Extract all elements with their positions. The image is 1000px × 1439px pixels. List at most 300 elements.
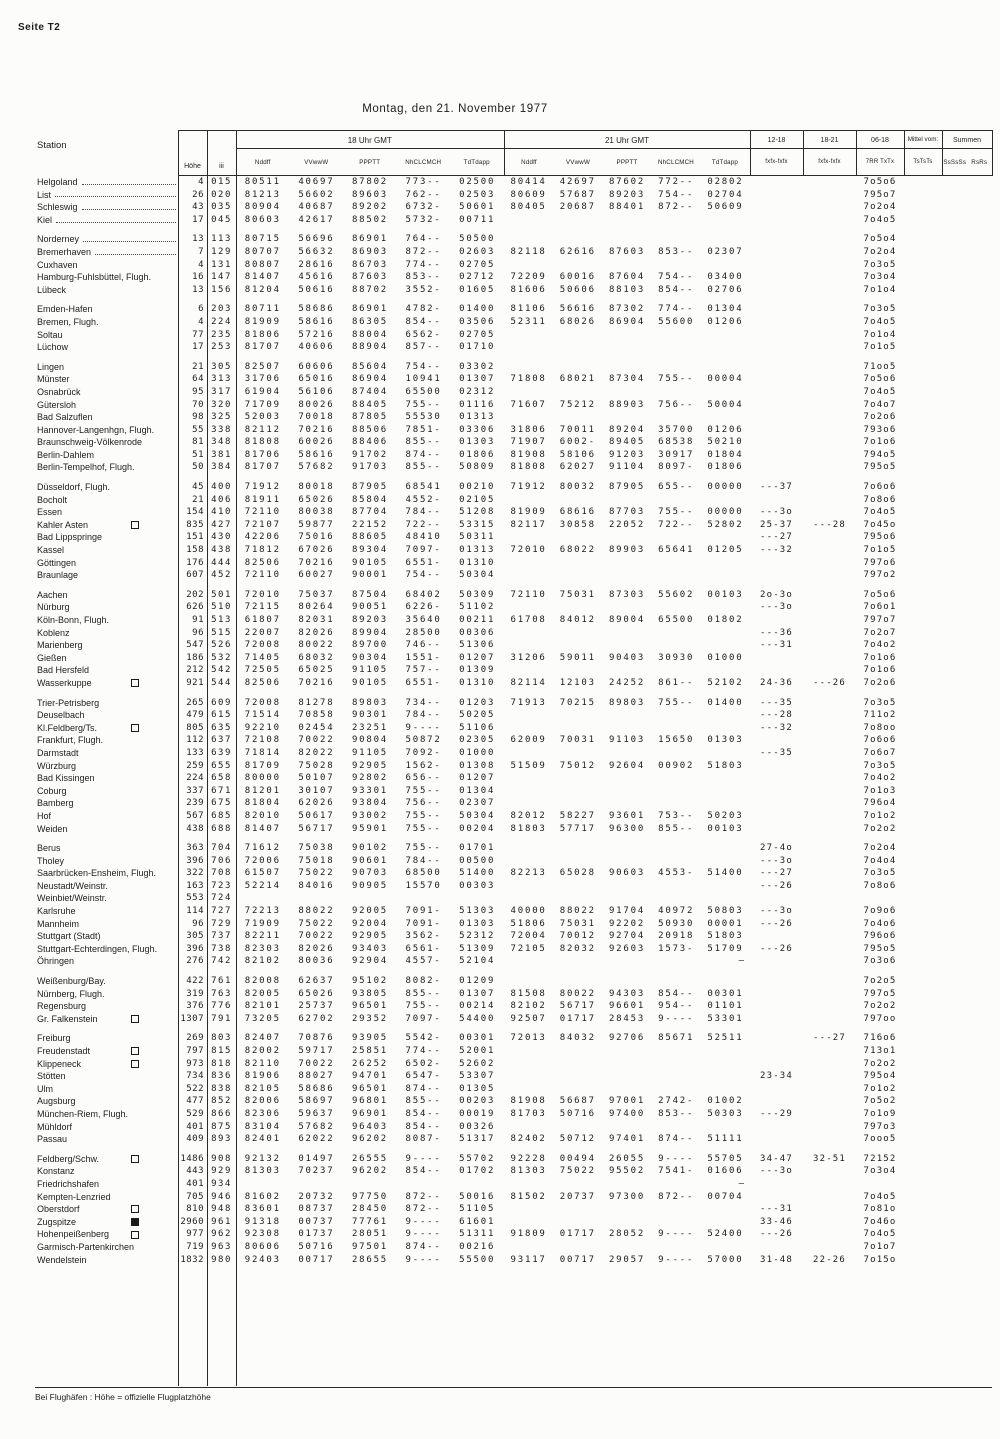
obs-group: 51106 (459, 722, 496, 733)
station-name: Wendelstein (37, 1254, 87, 1265)
cell-summen (942, 855, 992, 868)
obs-group: 03400 (707, 272, 744, 283)
obs-group: 88502 (351, 214, 389, 225)
obs-group: 72108 (244, 735, 281, 746)
cell-obs-21uhr (504, 481, 750, 494)
cell-mittel (904, 399, 942, 412)
header-12-18 (750, 131, 803, 176)
station-cell-inner (35, 259, 178, 272)
cell-obs-21uhr (504, 303, 750, 316)
cell-hoehe: 13 (192, 234, 204, 245)
obs-group: 01209 (459, 976, 496, 987)
cell-7rr-txtx-06-18: 797o7 (863, 615, 897, 625)
dotted-leader (82, 205, 176, 210)
cell-wind-12-18 (750, 201, 803, 214)
cell-summen (942, 677, 992, 690)
dotted-leader (82, 180, 176, 185)
obs-group: 85804 (351, 494, 389, 505)
cell-wind-12-18 (750, 189, 803, 202)
obs-values (236, 760, 504, 773)
cell-obs-21uhr (504, 1153, 750, 1166)
cell-7rr-txtx-06-18: 7o4o5 (863, 386, 897, 397)
station-cell-inner (35, 1070, 178, 1083)
obs-group: 88103 (608, 284, 646, 295)
cell-hoehe: 50 (192, 462, 204, 473)
obs-group: 56616 (559, 304, 596, 315)
cell-7rr-txtx-06-18: 7o4o5 (863, 214, 897, 225)
cell-obs-21uhr (504, 709, 750, 722)
cell-obs-18uhr (236, 930, 504, 943)
cell-summen (942, 519, 992, 532)
obs-values (236, 494, 504, 507)
obs-group: 50309 (459, 589, 496, 600)
cell-mittel (904, 722, 942, 735)
obs-values (504, 1203, 750, 1216)
cell-iii: 113 (211, 234, 232, 245)
cell-mittel (904, 461, 942, 474)
obs-group: 754-- (658, 272, 695, 283)
cell-station (35, 316, 178, 329)
obs-group: 72010 (510, 545, 547, 556)
cell-7rr-txtx-06-18: 796o4 (863, 798, 897, 809)
obs-group: 26555 (351, 1153, 389, 1164)
obs-group: 82026 (298, 627, 335, 638)
cell-wind-18-21 (803, 664, 856, 677)
obs-group: 853-- (658, 246, 695, 257)
obs-group: 08737 (298, 1204, 335, 1215)
cell-mittel (904, 1241, 942, 1254)
obs-group: 65500 (658, 615, 695, 625)
obs-values (236, 481, 504, 494)
obs-values (504, 189, 750, 202)
cell-summen (942, 481, 992, 494)
obs-group: 6562- (405, 329, 442, 340)
cell-obs-18uhr (236, 316, 504, 329)
open-square-marker (131, 679, 139, 687)
cell-station (35, 176, 178, 189)
cell-obs-21uhr (504, 259, 750, 272)
cell-station (35, 233, 178, 246)
cell-station (35, 1121, 178, 1134)
cell-wind-18-21 (803, 722, 856, 735)
obs-values (504, 697, 750, 710)
station-cell-inner (35, 316, 178, 329)
cell-wind-18-21: ---26 (812, 677, 847, 688)
cell-obs-21uhr (504, 601, 750, 614)
cell-7rr-txtx-06-18 (856, 892, 904, 905)
obs-values (236, 214, 504, 227)
cell-station (35, 652, 178, 665)
cell-mittel (904, 436, 942, 449)
cell-7rr-txtx-06-18: 7o3o5 (863, 697, 897, 708)
station-name: Gütersloh (37, 399, 77, 410)
cell-obs-21uhr (504, 373, 750, 386)
obs-group: 89803 (608, 697, 646, 708)
cell-mittel (904, 614, 942, 627)
obs-group: 50609 (707, 202, 744, 213)
station-name: München-Riem, Flugh. (37, 1108, 129, 1119)
station-cell-inner (35, 1153, 178, 1166)
obs-group: 754-- (405, 570, 442, 581)
cell-mittel (904, 189, 942, 202)
cell-wind-18-21 (803, 772, 856, 785)
cell-wind-18-21 (803, 1045, 856, 1058)
cell-obs-18uhr (236, 734, 504, 747)
obs-group: 00737 (298, 1216, 335, 1227)
cell-hoehe: 719 (186, 1241, 204, 1252)
station-cell-inner (35, 892, 178, 905)
obs-values (504, 842, 750, 855)
station-name: Weiden (37, 823, 68, 834)
station-name: Deuselbach (37, 710, 85, 721)
cell-wind-18-21 (803, 316, 856, 329)
station-cell-inner (35, 639, 178, 652)
cell-wind-12-18 (750, 797, 803, 810)
station-name: Saarbrücken-Ensheim, Flugh. (37, 868, 157, 879)
cell-hoehe: 269 (186, 1033, 204, 1044)
subheader-ppptt: PPPTT (359, 158, 381, 166)
cell-wind-12-18 (750, 233, 803, 246)
station-cell-inner (35, 1013, 178, 1026)
cell-7rr-txtx-06-18: 7o4o2 (863, 773, 897, 784)
station-name: Oberstdorf (37, 1204, 80, 1215)
cell-7rr-txtx-06-18: 795o5 (863, 462, 897, 473)
station-cell-inner (35, 823, 178, 836)
obs-group: 00000 (707, 482, 744, 493)
cell-obs-18uhr (236, 449, 504, 462)
station-name: Helgoland (37, 176, 78, 187)
station-name: Stötten (37, 1071, 66, 1082)
station-name: Braunlage (37, 570, 79, 581)
cell-obs-18uhr (236, 652, 504, 665)
station-cell-inner (35, 424, 178, 437)
obs-group: 89203 (351, 615, 389, 625)
obs-values (236, 1108, 504, 1121)
cell-iii: 934 (211, 1178, 232, 1189)
cell-obs-21uhr (504, 1070, 750, 1083)
cell-7rr-txtx-06-18: 7o4o6 (863, 918, 897, 929)
obs-group: 746-- (405, 640, 442, 651)
cell-wind-12-18 (750, 975, 803, 988)
cell-wind-12-18 (750, 494, 803, 507)
cell-station (35, 424, 178, 437)
obs-group: 91105 (351, 665, 389, 676)
cell-station (35, 201, 178, 214)
cell-hoehe: 443 (186, 1166, 204, 1177)
subheader-06-18: 7RR TxTx (865, 159, 895, 165)
cell-wind-12-18: ---26 (759, 1229, 794, 1240)
obs-group: 02704 (707, 189, 744, 200)
obs-group: 8087- (405, 1134, 442, 1145)
obs-group: 75022 (298, 868, 335, 879)
cell-obs-21uhr (504, 855, 750, 868)
obs-group: 87603 (351, 272, 389, 283)
cell-station (35, 975, 178, 988)
obs-group: 89304 (351, 545, 389, 556)
obs-group: 82117 (510, 519, 547, 530)
cell-station (35, 1070, 178, 1083)
obs-group: 93805 (351, 988, 389, 999)
obs-group: 52511 (707, 1033, 744, 1044)
obs-group: 855-- (405, 462, 442, 473)
obs-group: 9---- (405, 1229, 442, 1240)
cell-wind-18-21 (803, 1070, 856, 1083)
cell-wind-18-21: ---28 (812, 519, 847, 530)
cell-hoehe: 479 (186, 710, 204, 721)
obs-group: 82213 (510, 868, 547, 879)
obs-values (236, 1058, 504, 1071)
cell-mittel (904, 557, 942, 570)
obs-group: 70876 (298, 1033, 335, 1044)
obs-group: 73205 (244, 1013, 281, 1024)
obs-group: 42206 (244, 532, 281, 543)
obs-group: 30930 (658, 652, 695, 663)
cell-iii: 384 (211, 462, 232, 473)
station-name: Soltau (37, 329, 63, 340)
station-cell-inner (35, 880, 178, 893)
cell-mittel (904, 201, 942, 214)
obs-group: 87304 (608, 374, 646, 385)
cell-station (35, 955, 178, 968)
subheader-summen-s: SsSsSs (943, 158, 967, 166)
obs-group: 91703 (351, 462, 389, 473)
obs-group: 854-- (405, 1166, 442, 1177)
cell-7rr-txtx-06-18: 7o6o6 (863, 735, 897, 746)
obs-group: 01497 (298, 1153, 335, 1164)
obs-group: 71405 (244, 652, 281, 663)
obs-group: 8097- (658, 462, 695, 473)
cell-wind-18-21 (803, 1216, 856, 1229)
cell-station (35, 589, 178, 602)
cell-station (35, 461, 178, 474)
cell-wind-18-21 (803, 411, 856, 424)
obs-values (236, 722, 504, 735)
obs-group: 656-- (405, 773, 442, 784)
cell-obs-21uhr (504, 1191, 750, 1204)
cell-station (35, 303, 178, 316)
cell-wind-12-18: ---3o (759, 855, 794, 866)
cell-station (35, 614, 178, 627)
obs-group: 52102 (707, 677, 744, 688)
cell-obs-21uhr (504, 569, 750, 582)
obs-values (236, 772, 504, 785)
obs-group: 50716 (559, 1108, 596, 1119)
cell-summen (942, 201, 992, 214)
obs-group: 80018 (298, 482, 335, 493)
cell-iii: 147 (211, 272, 232, 283)
cell-obs-18uhr (236, 797, 504, 810)
cell-wind-18-21 (803, 880, 856, 893)
cell-wind-18-21 (803, 652, 856, 665)
cell-7rr-txtx-06-18: 796o6 (863, 931, 897, 942)
cell-summen (942, 652, 992, 665)
cell-hoehe: 64 (192, 374, 204, 385)
cell-mittel (904, 519, 942, 532)
cell-mittel (904, 1058, 942, 1071)
obs-group: 01000 (707, 652, 744, 663)
cell-obs-21uhr (504, 233, 750, 246)
cell-iii: 532 (211, 652, 232, 663)
cell-station (35, 329, 178, 342)
cell-wind-18-21 (803, 436, 856, 449)
cell-obs-21uhr (504, 823, 750, 836)
obs-group: 82010 (244, 810, 281, 821)
obs-group: 734-- (405, 697, 442, 708)
cell-iii: 946 (211, 1191, 232, 1202)
cell-wind-12-18 (750, 259, 803, 272)
obs-values (504, 747, 750, 760)
cell-obs-18uhr (236, 233, 504, 246)
cell-iii: 723 (211, 880, 232, 891)
obs-group: 00216 (459, 1241, 496, 1252)
obs-group: 71812 (244, 545, 281, 556)
cell-station (35, 214, 178, 227)
cell-station (35, 747, 178, 760)
header-station: Station (37, 139, 67, 151)
obs-group: 59877 (298, 519, 335, 530)
obs-group: 03302 (459, 361, 496, 372)
station-cell-inner (35, 201, 178, 214)
cell-iii: 639 (211, 747, 232, 758)
obs-group: 51111 (707, 1134, 744, 1145)
cell-obs-21uhr (504, 506, 750, 519)
obs-group: 75018 (298, 855, 335, 866)
station-name: Friedrichshafen (37, 1178, 100, 1189)
obs-values (504, 246, 750, 259)
station-name: Marienberg (37, 640, 83, 651)
obs-group: 87805 (351, 412, 389, 423)
obs-values (236, 664, 504, 677)
cell-summen (942, 880, 992, 893)
obs-group: 00306 (459, 627, 496, 638)
obs-values (236, 461, 504, 474)
obs-group: 81706 (244, 449, 281, 460)
cell-station (35, 943, 178, 956)
obs-values (504, 639, 750, 652)
obs-values (236, 943, 504, 956)
obs-group: 756-- (658, 399, 695, 410)
obs-group: 42697 (559, 177, 596, 187)
cell-station (35, 494, 178, 507)
obs-group: 6561- (405, 943, 442, 954)
obs-group: 51317 (459, 1134, 496, 1145)
cell-station (35, 1083, 178, 1096)
station-name: Bad Kissingen (37, 773, 95, 784)
cell-obs-18uhr (236, 664, 504, 677)
cell-7rr-txtx-06-18: 7o4o7 (863, 399, 897, 410)
cell-station (35, 449, 178, 462)
obs-group: 853-- (658, 1108, 695, 1119)
obs-group: 87905 (608, 482, 646, 493)
obs-group: 81908 (510, 449, 547, 460)
cell-obs-18uhr (236, 880, 504, 893)
cell-wind-18-21 (803, 1121, 856, 1134)
obs-group: 82118 (510, 246, 547, 257)
obs-values (236, 519, 504, 532)
cell-summen (942, 531, 992, 544)
obs-group: 50809 (459, 462, 496, 473)
station-name: Koblenz (37, 627, 70, 638)
station-name: Mannheim (37, 918, 80, 929)
cell-wind-12-18 (750, 214, 803, 227)
cell-iii: 338 (211, 424, 232, 435)
obs-group: 80904 (244, 202, 281, 213)
cell-hoehe: 43 (192, 202, 204, 213)
cell-wind-12-18: ---26 (759, 918, 794, 929)
cell-iii: 675 (211, 798, 232, 809)
cell-summen (942, 664, 992, 677)
cell-station (35, 569, 178, 582)
cell-summen (942, 1153, 992, 1166)
cell-wind-12-18 (750, 1058, 803, 1071)
footnote: Bei Flughäfen : Höhe = offizielle Flugplatzhöhe (35, 1392, 211, 1402)
obs-values (504, 1133, 750, 1146)
cell-summen (942, 614, 992, 627)
obs-group: 854-- (658, 284, 695, 295)
station-name: Stuttgart-Echterdingen, Flugh. (37, 943, 158, 954)
cell-wind-12-18 (750, 1013, 803, 1026)
obs-group: 00001 (707, 918, 744, 929)
obs-group: 90403 (608, 652, 646, 663)
cell-obs-18uhr (236, 259, 504, 272)
dotted-leader (56, 218, 176, 223)
cell-obs-21uhr (504, 880, 750, 893)
obs-group: 62637 (298, 976, 335, 987)
cell-obs-18uhr (236, 1121, 504, 1134)
cell-station (35, 531, 178, 544)
obs-group: 86901 (351, 304, 389, 315)
cell-obs-18uhr (236, 601, 504, 614)
cell-7rr-txtx-06-18: 7o46o (863, 1216, 897, 1227)
cell-wind-18-21 (803, 943, 856, 956)
cell-summen (942, 246, 992, 259)
obs-group: 88904 (351, 342, 389, 353)
obs-group: 55602 (658, 589, 695, 600)
obs-group: 68616 (559, 507, 596, 518)
station-cell-inner (35, 271, 178, 284)
cell-iii: 962 (211, 1229, 232, 1240)
cell-iii: 015 (211, 177, 232, 187)
cell-station (35, 519, 178, 532)
cell-mittel (904, 797, 942, 810)
cell-obs-21uhr (504, 557, 750, 570)
cell-summen (942, 506, 992, 519)
station-name: List (37, 189, 52, 200)
cell-iii: 980 (211, 1254, 232, 1265)
cell-summen (942, 627, 992, 640)
obs-group: 58616 (298, 316, 335, 327)
obs-group: 81407 (244, 272, 281, 283)
obs-group: 54400 (459, 1013, 496, 1024)
cell-wind-12-18 (750, 449, 803, 462)
cell-obs-18uhr (236, 214, 504, 227)
cell-7rr-txtx-06-18: 7o1o6 (863, 652, 897, 663)
cell-mittel (904, 361, 942, 374)
obs-group: 9---- (658, 1254, 695, 1265)
cell-obs-18uhr (236, 436, 504, 449)
obs-group: 81703 (510, 1108, 547, 1119)
obs-group: 88903 (608, 399, 646, 410)
obs-values (504, 1153, 750, 1166)
obs-group: 03506 (459, 316, 496, 327)
cell-iii: 727 (211, 906, 232, 917)
cell-7rr-txtx-06-18: 7o2o6 (863, 412, 897, 423)
station-cell-inner (35, 785, 178, 798)
obs-group: 87905 (351, 482, 389, 493)
cell-mittel (904, 424, 942, 437)
cell-obs-21uhr (504, 361, 750, 374)
obs-group: 72209 (510, 272, 547, 283)
